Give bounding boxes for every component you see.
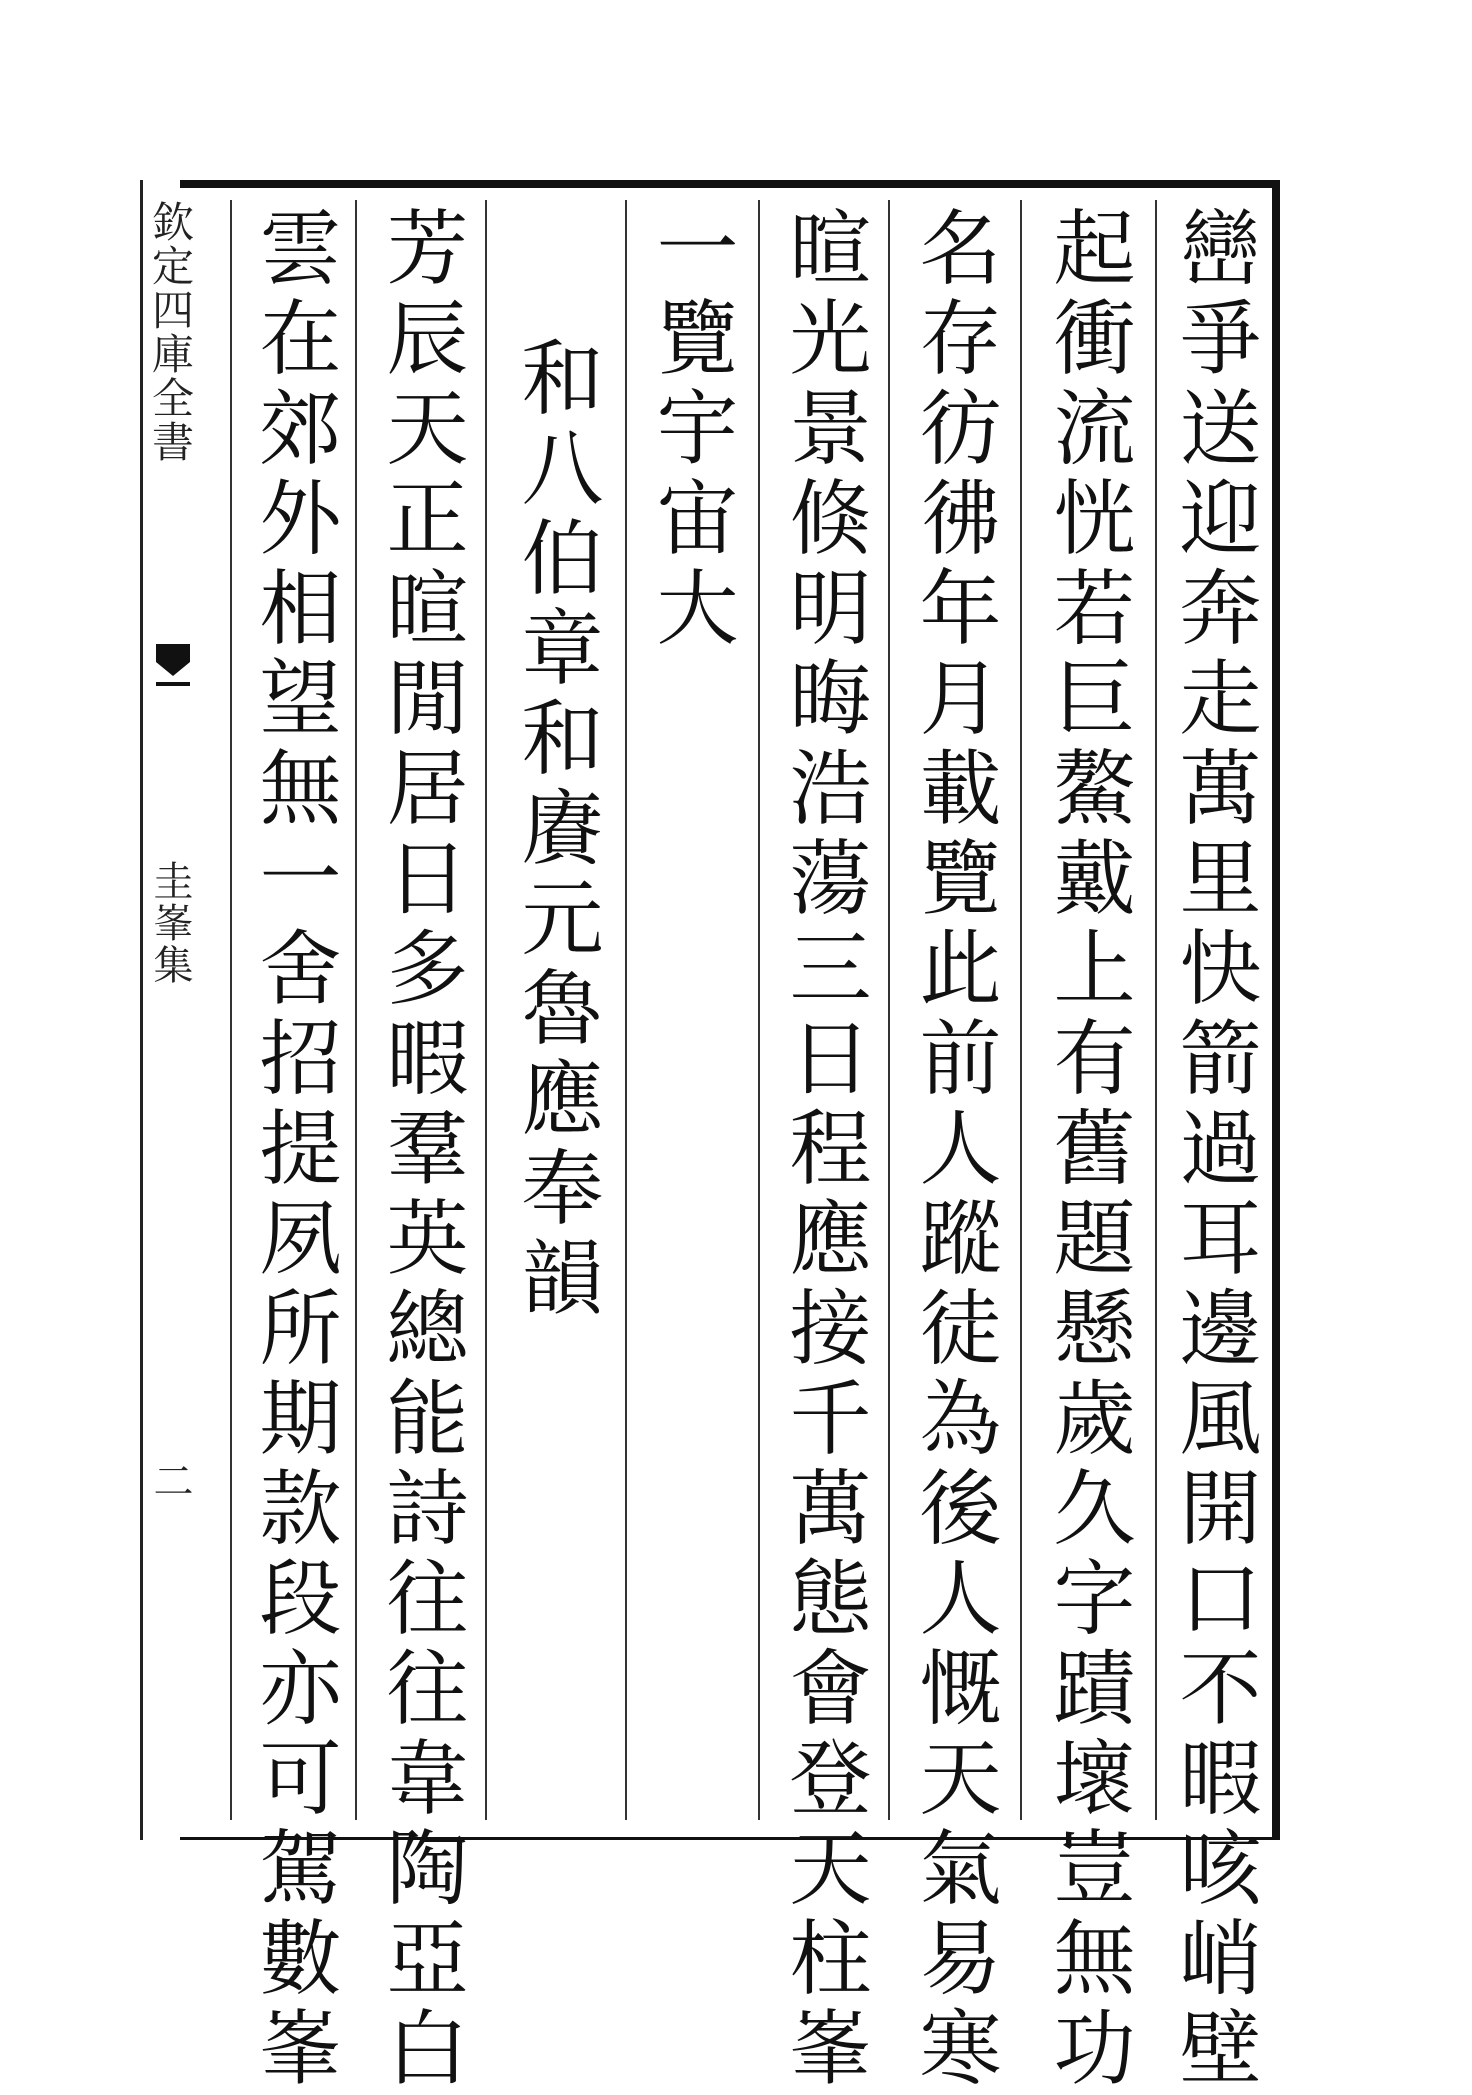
column-rule	[355, 200, 357, 1820]
column-text: 雲在郊外相望無一舍招提夙所期款段亦可駕數峯	[246, 205, 341, 2095]
column-text: 一覽宇宙大	[643, 205, 738, 655]
column-rule	[888, 200, 890, 1820]
column-text: 暄光景倏明晦浩蕩三日程應接千萬態會登天柱峯	[776, 205, 871, 2095]
column-text: 名存彷彿年月載覽此前人蹤徒為後人慨天氣易寒	[906, 205, 1001, 2095]
text-column-3	[906, 205, 1001, 2095]
fishtail-mark-icon	[154, 640, 192, 700]
column-rule	[485, 200, 487, 1820]
margin-collection	[147, 860, 193, 986]
text-column-4	[776, 205, 871, 2095]
text-column-5	[643, 205, 738, 1825]
margin-book-title	[146, 200, 195, 464]
column-rule	[625, 200, 627, 1820]
text-column-7	[373, 205, 468, 2095]
text-column-2	[1040, 205, 1135, 2095]
margin-page-number	[147, 1460, 193, 1508]
collection-text: 圭峯集	[147, 860, 193, 986]
column-rule	[1020, 200, 1022, 1820]
column-rule	[758, 200, 760, 1820]
column-text: 芳辰天正暄閒居日多暇羣英總能詩往往韋陶亞白	[373, 205, 468, 2095]
page-number-text: 二	[147, 1460, 193, 1508]
column-text: 巒爭送迎奔走萬里快箭過耳邊風開口不暇咳峭壁	[1166, 205, 1261, 2095]
text-column-1	[1166, 205, 1261, 2095]
text-column-8	[246, 205, 341, 2095]
book-title-text: 欽定四庫全書	[146, 200, 195, 464]
column-rule	[1155, 200, 1157, 1820]
poem-title-column	[508, 205, 603, 1825]
column-text: 起衝流恍若巨鰲戴上有舊題懸歲久字蹟壞豈無功	[1040, 205, 1135, 2095]
column-rule	[230, 200, 232, 1820]
poem-title: 和八伯章和賡元魯應奉韻	[508, 335, 603, 1325]
